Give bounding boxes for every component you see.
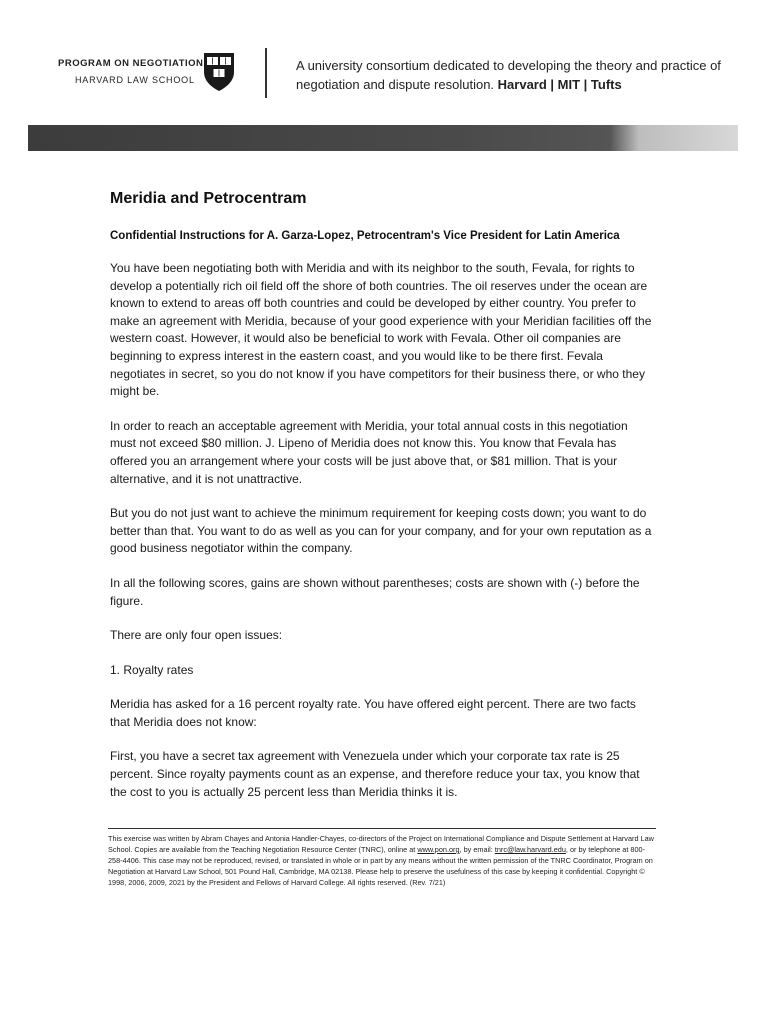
tagline	[296, 56, 736, 94]
footer-link-website[interactable]: www.pon.org	[417, 845, 460, 854]
footer-text: This exercise was written by Abram Chayes and Antonia Handler-Chayes, co-directors of the Project on International Compliance and Dispute Settlement at Harvard Law School. Copies are available from the Teaching Negotiation Resource Center (TNRC), online at	[108, 834, 654, 854]
org-subtitle: HARVARD LAW SCHOOL	[75, 75, 195, 85]
page-header	[0, 0, 768, 120]
footer-note	[108, 833, 656, 888]
page-footer	[108, 828, 656, 888]
paragraph: Meridia has asked for a 16 percent royalty rate. You have offered eight percent. There are two facts that Meridia does not know:	[110, 697, 636, 729]
paragraph: In all the following scores, gains are shown without parentheses; costs are shown with (-) before the figure.	[110, 575, 640, 608]
paragraph: In order to reach an acceptable agreement with Meridia, your total annual costs in this negotiation must not exceed $80 million. J. Lipeno of Meridia does not know this. You know that Fevala has offered you an arrangement where your costs will be just above that, or $81 million. That is your alternative, and it is not unattractive.	[110, 418, 628, 486]
document-body	[110, 190, 655, 818]
header-band	[28, 125, 738, 151]
document-title: Meridia and Petrocentram	[110, 190, 307, 207]
paragraph: But you do not just want to achieve the minimum requirement for keeping costs down; you want to do better than that. You want to do as well as you can for your company, and for your own reputation as a good business negotiator within the company.	[110, 506, 652, 556]
footer-link-email[interactable]: tnrc@law.harvard.edu	[494, 845, 566, 854]
tagline-schools: Harvard | MIT | Tufts	[497, 77, 622, 92]
tagline-text: A university consortium dedicated to developing the theory and practice of negotiation and dispute resolution.	[296, 58, 721, 92]
footer-text: , by email:	[459, 845, 495, 854]
org-name: PROGRAM ON NEGOTIATION	[58, 58, 204, 69]
paragraph: There are only four open issues:	[110, 628, 283, 643]
paragraph: You have been negotiating both with Meridia and with its neighbor to the south, Fevala, for rights to develop a potentially rich oil field off the shore of both countries. The oil reserves under the ocean are known to extend to areas off both countries and could be developed by either country. You prefer to make an agreement with Meridia, because of your good experience with your Meridian facilities off the western coast. However, it would also be beneficial to work with Fevala. Other oil companies are beginning to express interest in the eastern coast, and you would like to be there first. Fevala negotiates in secret, so you do not know if you have competitors for their business there, or who they might be.	[110, 261, 652, 399]
harvard-shield-icon	[203, 52, 235, 92]
paragraph: First, you have a secret tax agreement with Venezuela under which your corporate tax rate is 25 percent. Since royalty payments count as an expense, and therefore reduce your tax, you know that the cost to you is actually 25 percent less than Meridia thinks it is.	[110, 749, 640, 799]
header-divider	[265, 48, 267, 98]
footer-rule	[108, 828, 656, 829]
section-heading: 1. Royalty rates	[110, 662, 194, 677]
document-subtitle: Confidential Instructions for A. Garza-Lopez, Petrocentram's Vice President for Latin America	[110, 230, 620, 242]
footer-text: , or by telephone at 800-258-4406. This case may not be reproduced, revised, or translated in whole or in part by any means without the written permission of the TNRC Coordinator, Program on Negotiation at Harvard Law School, 501 Pound Hall, Cambridge, MA 02138. Please help to preserve the usefulness of this case by keeping it confidential. Copyright © 1998, 2006, 2009, 2021 by the President and Fellows of Harvard College. All rights reserved. (Rev. 7/21)	[108, 845, 653, 887]
